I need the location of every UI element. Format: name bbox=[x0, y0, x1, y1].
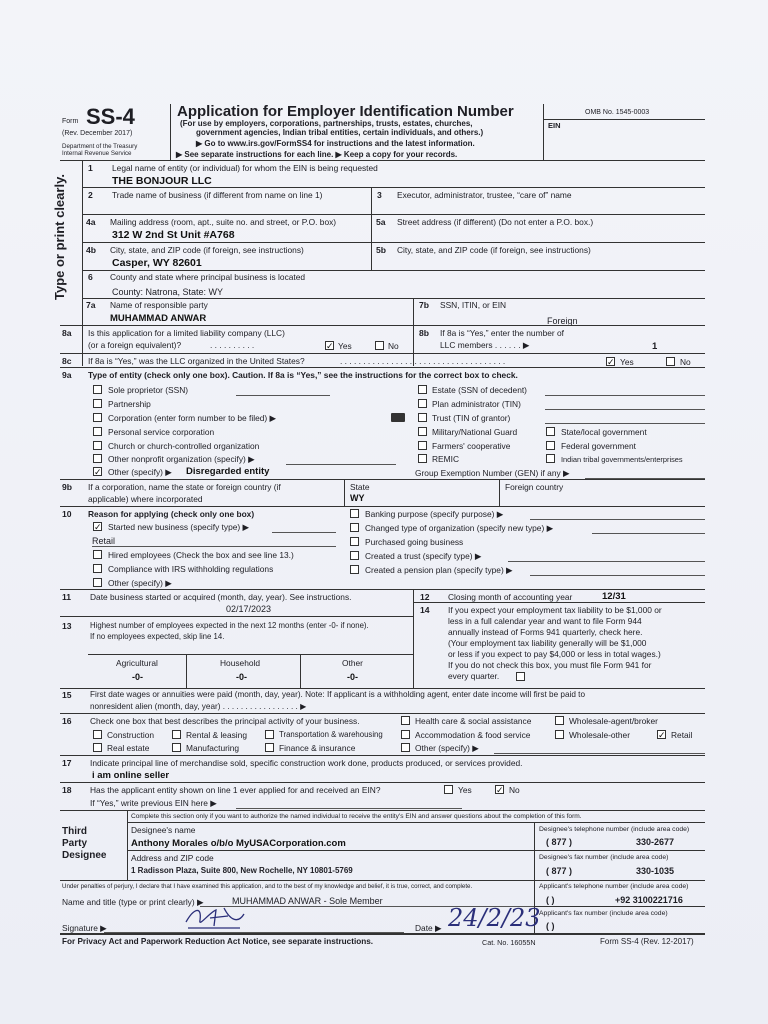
form944-text-7: every quarter. bbox=[448, 671, 500, 681]
llc-us-no-checkbox[interactable] bbox=[666, 357, 675, 366]
line-7a-number: 7a bbox=[86, 300, 96, 310]
retail-checkbox[interactable]: ✓ bbox=[658, 730, 666, 740]
military-label: Military/National Guard bbox=[432, 427, 518, 437]
federal-gov-checkbox[interactable] bbox=[546, 441, 555, 450]
party-label: Party bbox=[62, 838, 88, 849]
trust-label: Trust (TIN of grantor) bbox=[432, 413, 511, 423]
applicant-phone-number[interactable]: +92 3100221716 bbox=[615, 895, 683, 905]
form944-text-2: less in a full calendar year and want to file Form 944 bbox=[448, 616, 642, 626]
form-footer: Form SS-4 (Rev. 12-2017) bbox=[600, 937, 694, 946]
hired-employees-checkbox[interactable] bbox=[93, 550, 102, 559]
designee-fax-area[interactable]: ( 877 ) bbox=[546, 866, 573, 876]
designee-name-field[interactable]: Anthony Morales o/b/o MyUSACorporation.com bbox=[131, 838, 346, 849]
rule bbox=[60, 810, 705, 811]
business-type-field[interactable]: Retail bbox=[92, 536, 116, 546]
llc-yes-checkbox[interactable]: ✓ bbox=[326, 341, 334, 351]
rule bbox=[60, 782, 705, 783]
form944-text-6: If you do not check this box, you must file Form 941 for bbox=[448, 660, 652, 670]
closing-month-label: Closing month of accounting year bbox=[448, 592, 573, 602]
llc-yes-label: Yes bbox=[338, 341, 352, 351]
incorporated-label: If a corporation, name the state or foreign country (if bbox=[88, 482, 281, 492]
finance-checkbox[interactable] bbox=[265, 743, 274, 752]
line-6-number: 6 bbox=[88, 272, 93, 282]
prior-ein-question: Has the applicant entity shown on line 1 ever applied for and received an EIN? bbox=[90, 785, 381, 795]
corporation-checkbox[interactable] bbox=[93, 413, 102, 422]
remic-label: REMIC bbox=[432, 454, 459, 464]
omb-number: OMB No. 1545-0003 bbox=[585, 109, 650, 116]
llc-question: Is this application for a limited liability company (LLC) bbox=[88, 328, 285, 338]
farmers-coop-label: Farmers' cooperative bbox=[432, 441, 511, 451]
designee-phone-area[interactable]: ( 877 ) bbox=[546, 837, 573, 847]
hired-employees-label: Hired employees (Check the box and see line 13.) bbox=[108, 550, 294, 560]
llc-members-label: If 8a is “Yes,” enter the number of bbox=[440, 328, 564, 338]
estate-label: Estate (SSN of decedent) bbox=[432, 385, 527, 395]
privacy-notice: For Privacy Act and Paperwork Reduction Act Notice, see separate instructions. bbox=[62, 937, 374, 946]
line-8c-number: 8c bbox=[62, 356, 72, 366]
line-8b-number: 8b bbox=[419, 328, 430, 338]
trust-checkbox[interactable] bbox=[418, 413, 427, 422]
rule bbox=[413, 602, 705, 603]
created-trust-label: Created a trust (specify type) ▶ bbox=[365, 551, 482, 561]
state-local-label: State/local government bbox=[561, 427, 647, 437]
finance-label: Finance & insurance bbox=[279, 743, 356, 753]
scan-mark bbox=[391, 413, 405, 422]
designee-name-label: Designee's name bbox=[131, 825, 196, 835]
rule bbox=[60, 713, 705, 714]
household-label: Household bbox=[220, 658, 261, 668]
pension-underline bbox=[530, 575, 705, 576]
banking-purpose-label: Banking purpose (specify purpose) ▶ bbox=[365, 509, 504, 519]
llc-us-yes-label: Yes bbox=[620, 357, 634, 367]
line-2-number: 2 bbox=[88, 190, 93, 200]
responsible-party-label: Name of responsible party bbox=[110, 300, 208, 310]
ssn-itin-field[interactable]: Foreign bbox=[547, 316, 578, 326]
transportation-checkbox[interactable] bbox=[265, 730, 274, 739]
prior-ein-no-label: No bbox=[509, 785, 520, 795]
line-12-number: 12 bbox=[420, 592, 430, 602]
personal-service-checkbox[interactable] bbox=[93, 427, 102, 436]
city-state-field[interactable]: Casper, WY 82601 bbox=[112, 257, 202, 269]
employees-label: Highest number of employees expected in the next 12 months (enter -0- if none). bbox=[90, 621, 369, 630]
created-trust-checkbox[interactable] bbox=[350, 551, 359, 560]
manufacturing-label: Manufacturing bbox=[186, 743, 240, 753]
other-entity-field[interactable]: Disregarded entity bbox=[186, 466, 270, 477]
purchased-business-label: Purchased going business bbox=[365, 537, 464, 547]
other-employees-field[interactable]: -0- bbox=[347, 672, 358, 682]
rule bbox=[534, 906, 705, 907]
incorporated-label-2: applicable) where incorporated bbox=[88, 494, 203, 504]
prior-ein-yes-checkbox[interactable] bbox=[444, 785, 453, 794]
signature-mark[interactable] bbox=[180, 902, 250, 932]
personal-service-label: Personal service corporation bbox=[108, 427, 215, 437]
form-number: SS-4 bbox=[86, 104, 135, 129]
street-address-label: Street address (if different) (Do not enter a P.O. box.) bbox=[397, 217, 594, 227]
plan-admin-label: Plan administrator (TIN) bbox=[432, 399, 521, 409]
form944-text-5: or less if you expect to pay $4,000 or less in total wages.) bbox=[448, 649, 661, 659]
rule bbox=[60, 933, 705, 935]
ein-label: EIN bbox=[548, 121, 561, 130]
other-activity-checkbox[interactable] bbox=[401, 743, 410, 752]
line-18-number: 18 bbox=[62, 785, 72, 795]
county-state-label: County and state where principal business is located bbox=[110, 272, 306, 282]
irs-label: Internal Revenue Service bbox=[62, 150, 132, 157]
rule bbox=[82, 298, 705, 299]
line-7b-number: 7b bbox=[419, 300, 430, 310]
line-15-number: 15 bbox=[62, 690, 72, 700]
first-wages-label: First date wages or annuities were paid (month, day, year). Note: If applicant is a withholding agent, enter date income will first be paid to bbox=[90, 690, 585, 699]
catalog-number: Cat. No. 16055N bbox=[482, 938, 536, 947]
compliance-label: Compliance with IRS withholding regulations bbox=[108, 564, 274, 574]
compliance-checkbox[interactable] bbox=[93, 564, 102, 573]
banking-underline bbox=[530, 519, 705, 520]
gen-label: Group Exemption Number (GEN) if any ▶ bbox=[415, 468, 570, 478]
col-rule bbox=[413, 589, 414, 688]
rule bbox=[82, 187, 705, 188]
household-field[interactable]: -0- bbox=[236, 672, 247, 682]
other-activity-underline bbox=[494, 753, 705, 754]
other-reason-label: Other (specify) ▶ bbox=[108, 578, 172, 588]
col-rule bbox=[127, 810, 128, 880]
other-entity-label: Other (specify) ▶ bbox=[108, 467, 172, 477]
dot-leader: . . . . . . . . . . . . . . . . . . . . . . . . . . . . . . . . . . . . bbox=[340, 356, 506, 366]
reason-label: Reason for applying (check only one box) bbox=[88, 509, 255, 519]
form-title: Application for Employer Identification Number bbox=[177, 103, 514, 120]
line-4b-number: 4b bbox=[86, 245, 97, 255]
wholesale-agent-checkbox[interactable] bbox=[555, 716, 564, 725]
designee-phone-label: Designee's telephone number (include area code) bbox=[539, 826, 690, 833]
remic-checkbox[interactable] bbox=[418, 454, 427, 463]
date-label: Date ▶ bbox=[415, 923, 442, 933]
form944-text-4: (Your employment tax liability generally will be $1,000 bbox=[448, 638, 647, 648]
line-14-number: 14 bbox=[420, 605, 430, 615]
responsible-party-field[interactable]: MUHAMMAD ANWAR bbox=[110, 313, 207, 324]
left-margin-rule bbox=[82, 160, 83, 366]
perjury-statement: Under penalties of perjury, I declare that I have examined this application, and to the best of my knowledge and belief, it is true, correct, and complete. bbox=[62, 883, 473, 890]
mailing-address-label: Mailing address (room, apt., suite no. and street, or P.O. box) bbox=[110, 217, 337, 227]
designee-address-label: Address and ZIP code bbox=[131, 853, 214, 863]
line-10-number: 10 bbox=[62, 509, 72, 519]
other-employees-label: Other bbox=[342, 658, 363, 668]
date-started-label: Date business started or acquired (month, day, year). See instructions. bbox=[90, 592, 352, 602]
state-field[interactable]: WY bbox=[350, 493, 365, 503]
construction-label: Construction bbox=[107, 730, 155, 740]
trust-type-underline bbox=[508, 561, 705, 562]
other-reason-checkbox[interactable] bbox=[93, 578, 102, 587]
line-16-number: 16 bbox=[62, 716, 72, 726]
col-rule bbox=[499, 479, 500, 506]
retail-underline bbox=[92, 546, 336, 547]
sole-proprietor-checkbox[interactable] bbox=[93, 385, 102, 394]
merchandise-label: Indicate principal line of merchandise sold, specific construction work done, products produced, or services provided. bbox=[90, 758, 523, 768]
col-rule bbox=[186, 654, 187, 688]
corporation-label: Corporation (enter form number to be filed) ▶ bbox=[108, 413, 276, 423]
rule bbox=[60, 688, 705, 689]
rental-leasing-checkbox[interactable] bbox=[172, 730, 181, 739]
form944-text-1: If you expect your employment tax liability to be $1,000 or bbox=[448, 605, 662, 615]
mailing-address-field[interactable]: 312 W 2nd St Unit #A768 bbox=[112, 229, 235, 241]
foreign-country-label: Foreign country bbox=[505, 482, 564, 492]
designee-fax-label: Designee's fax number (include area code) bbox=[539, 854, 669, 861]
line-1-number: 1 bbox=[88, 163, 93, 173]
type-or-print-vertical: Type or print clearly. bbox=[52, 174, 67, 300]
rule bbox=[60, 616, 413, 617]
applicant-fax-area[interactable]: ( ) bbox=[546, 921, 555, 931]
rule bbox=[82, 242, 705, 243]
col-rule bbox=[344, 479, 345, 506]
executor-label: Executor, administrator, trustee, “care of” name bbox=[397, 190, 572, 200]
changed-type-underline bbox=[592, 533, 705, 534]
line-9a-number: 9a bbox=[62, 370, 72, 380]
estate-checkbox[interactable] bbox=[418, 385, 427, 394]
line-5a-number: 5a bbox=[376, 217, 386, 227]
rule bbox=[60, 353, 705, 354]
partnership-label: Partnership bbox=[108, 399, 151, 409]
subtitle-2: government agencies, Indian tribal entities, certain individuals, and others.) bbox=[196, 128, 484, 137]
subtitle-1: (For use by employers, corporations, partnerships, trusts, estates, churches, bbox=[180, 119, 473, 128]
form-word: Form bbox=[62, 118, 79, 125]
health-care-label: Health care & social assistance bbox=[415, 716, 532, 726]
state-label: State bbox=[350, 482, 370, 492]
rule bbox=[60, 755, 705, 756]
changed-type-checkbox[interactable] bbox=[350, 523, 359, 532]
church-label: Church or church-controlled organization bbox=[108, 441, 260, 451]
county-state-field[interactable]: County: Natrona, State: WY bbox=[112, 287, 224, 297]
rule bbox=[88, 654, 413, 655]
form944-text-3: annually instead of Forms 941 quarterly, check here. bbox=[448, 627, 643, 637]
retail-label: Retail bbox=[671, 730, 693, 740]
line-8a-number: 8a bbox=[62, 328, 72, 338]
header-divider bbox=[170, 104, 171, 160]
prior-ein-yes-label: Yes bbox=[458, 785, 472, 795]
church-checkbox[interactable] bbox=[93, 441, 102, 450]
manufacturing-checkbox[interactable] bbox=[172, 743, 181, 752]
nonprofit-label: Other nonprofit organization (specify) ▶ bbox=[108, 454, 255, 464]
header-bottom-rule bbox=[60, 160, 705, 161]
line-13-number: 13 bbox=[62, 621, 72, 631]
rule bbox=[127, 822, 705, 823]
llc-no-checkbox[interactable] bbox=[375, 341, 384, 350]
city-state-5b-label: City, state, and ZIP code (if foreign, see instructions) bbox=[397, 245, 591, 255]
dot-leader: . . . . . . . . . . bbox=[210, 340, 255, 350]
rev-date: (Rev. December 2017) bbox=[62, 130, 133, 137]
date-started-field[interactable]: 02/17/2023 bbox=[226, 604, 272, 614]
merchandise-field[interactable]: i am online seller bbox=[92, 770, 170, 781]
partnership-checkbox[interactable] bbox=[93, 399, 102, 408]
llc-no-label: No bbox=[388, 341, 399, 351]
state-local-checkbox[interactable] bbox=[546, 427, 555, 436]
nonprofit-underline bbox=[286, 464, 396, 465]
col-rule bbox=[300, 654, 301, 688]
other-activity-label: Other (specify) ▶ bbox=[415, 743, 479, 753]
line-17-number: 17 bbox=[62, 758, 72, 768]
plan-admin-checkbox[interactable] bbox=[418, 399, 427, 408]
designee-fax-number[interactable]: 330-1035 bbox=[636, 866, 675, 876]
indian-tribal-label: Indian tribal governments/enterprises bbox=[561, 455, 683, 464]
wholesale-agent-label: Wholesale-agent/broker bbox=[569, 716, 658, 726]
legal-name-field[interactable]: THE BONJOUR LLC bbox=[112, 175, 212, 187]
rule bbox=[60, 880, 705, 881]
principal-activity-label: Check one box that best describes the principal activity of your business. bbox=[90, 716, 360, 726]
nonprofit-checkbox[interactable] bbox=[93, 454, 102, 463]
line-5b-number: 5b bbox=[376, 245, 387, 255]
prior-ein-no-checkbox[interactable]: ✓ bbox=[496, 785, 504, 795]
closing-month-field[interactable]: 12/31 bbox=[602, 591, 626, 602]
new-business-label: Started new business (specify type) ▶ bbox=[108, 522, 249, 532]
applicant-fax-label: Applicant's fax number (include area code) bbox=[539, 910, 668, 917]
sole-proprietor-label: Sole proprietor (SSN) bbox=[108, 385, 189, 395]
name-title-field[interactable]: MUHAMMAD ANWAR - Sole Member bbox=[232, 896, 383, 906]
federal-gov-label: Federal government bbox=[561, 441, 636, 451]
form944-checkbox[interactable] bbox=[516, 672, 525, 681]
new-business-underline bbox=[272, 532, 336, 533]
header-divider-right bbox=[543, 104, 544, 160]
rule bbox=[60, 325, 705, 326]
ssn-underline bbox=[236, 395, 330, 396]
llc-us-no-label: No bbox=[680, 357, 691, 367]
accommodation-checkbox[interactable] bbox=[401, 730, 410, 739]
ssn-itin-label: SSN, ITIN, or EIN bbox=[440, 300, 507, 310]
agricultural-field[interactable]: -0- bbox=[132, 672, 143, 682]
third-label: Third bbox=[62, 826, 87, 837]
new-business-checkbox[interactable]: ✓ bbox=[94, 522, 102, 532]
banking-purpose-checkbox[interactable] bbox=[350, 509, 359, 518]
construction-checkbox[interactable] bbox=[93, 730, 102, 739]
estate-underline bbox=[545, 395, 705, 396]
rule bbox=[60, 506, 705, 507]
rule bbox=[127, 850, 705, 851]
signature-label: Signature ▶ bbox=[62, 923, 107, 933]
real-estate-checkbox[interactable] bbox=[93, 743, 102, 752]
rule bbox=[60, 479, 705, 480]
applicant-phone-label: Applicant's telephone number (include area code) bbox=[539, 883, 689, 890]
transportation-label: Transportation & warehousing bbox=[279, 730, 383, 739]
llc-us-question: If 8a is “Yes,” was the LLC organized in the United States? bbox=[88, 356, 305, 366]
trust-underline bbox=[545, 423, 705, 424]
accommodation-label: Accommodation & food service bbox=[415, 730, 531, 740]
previous-ein-underline bbox=[236, 808, 462, 809]
military-checkbox[interactable] bbox=[418, 427, 427, 436]
pension-plan-checkbox[interactable] bbox=[350, 565, 359, 574]
llc-question-2: (or a foreign equivalent)? bbox=[88, 340, 182, 350]
llc-us-yes-checkbox[interactable]: ✓ bbox=[607, 357, 615, 367]
rental-leasing-label: Rental & leasing bbox=[186, 730, 247, 740]
pension-plan-label: Created a pension plan (specify type) ▶ bbox=[365, 565, 513, 575]
col-rule bbox=[534, 822, 535, 880]
rule bbox=[82, 270, 705, 271]
date-field[interactable]: 24/2/23 bbox=[448, 904, 541, 932]
purchased-business-checkbox[interactable] bbox=[350, 537, 359, 546]
changed-type-label: Changed type of organization (specify new type) ▶ bbox=[365, 523, 554, 533]
first-wages-label-2: nonresident alien (month, day, year) . . . . . . . . . . . . . . . . . ▶ bbox=[90, 702, 307, 711]
line-4a-number: 4a bbox=[86, 217, 96, 227]
line-11-number: 11 bbox=[62, 592, 72, 602]
employees-label-2: If no employees expected, skip line 14. bbox=[90, 632, 225, 641]
other-entity-checkbox[interactable]: ✓ bbox=[94, 467, 102, 477]
ein-rule bbox=[543, 119, 705, 120]
indian-tribal-checkbox[interactable] bbox=[546, 454, 555, 463]
dept-treasury: Department of the Treasury bbox=[62, 143, 138, 150]
col-rule bbox=[371, 187, 372, 270]
city-state-label: City, state, and ZIP code (if foreign, see instructions) bbox=[110, 245, 304, 255]
entity-type-label: Type of entity (check only one box). Caution. If 8a is “Yes,” see the instructions for the correct box to check. bbox=[88, 370, 518, 380]
designee-note: Complete this section only if you want to authorize the named individual to receive the entity's EIN and answer questions about the completion of this form. bbox=[131, 813, 582, 820]
designee-label: Designee bbox=[62, 850, 107, 861]
previous-ein-label: If “Yes,” write previous EIN here ▶ bbox=[90, 798, 217, 808]
name-title-label: Name and title (type or print clearly) ▶ bbox=[62, 897, 204, 907]
plan-admin-underline bbox=[545, 409, 705, 410]
line-1-label: Legal name of entity (or individual) for whom the EIN is being requested bbox=[112, 163, 378, 173]
farmers-coop-checkbox[interactable] bbox=[418, 441, 427, 450]
line-9b-number: 9b bbox=[62, 482, 73, 492]
real-estate-label: Real estate bbox=[107, 743, 150, 753]
subtitle-3: ▶ Go to www.irs.gov/FormSS4 for instructions and the latest information. bbox=[196, 139, 475, 148]
line-3-number: 3 bbox=[377, 190, 382, 200]
designee-phone-number[interactable]: 330-2677 bbox=[636, 837, 675, 847]
rule bbox=[60, 589, 705, 590]
rule bbox=[60, 367, 705, 368]
llc-members-label-2: LLC members . . . . . . ▶ bbox=[440, 340, 530, 350]
rule bbox=[82, 214, 705, 215]
agricultural-label: Agricultural bbox=[116, 658, 158, 668]
trade-name-label: Trade name of business (if different from name on line 1) bbox=[112, 190, 323, 200]
subtitle-4: ▶ See separate instructions for each line. ▶ Keep a copy for your records. bbox=[176, 150, 458, 159]
third-party-title bbox=[62, 826, 106, 862]
designee-address-field[interactable]: 1 Radisson Plaza, Suite 800, New Rochelle, NY 10801-5769 bbox=[131, 866, 353, 875]
wholesale-other-label: Wholesale-other bbox=[569, 730, 630, 740]
llc-members-field[interactable]: 1 bbox=[652, 341, 658, 352]
applicant-phone-area[interactable]: ( ) bbox=[546, 895, 555, 905]
health-care-checkbox[interactable] bbox=[401, 716, 410, 725]
wholesale-other-checkbox[interactable] bbox=[555, 730, 564, 739]
